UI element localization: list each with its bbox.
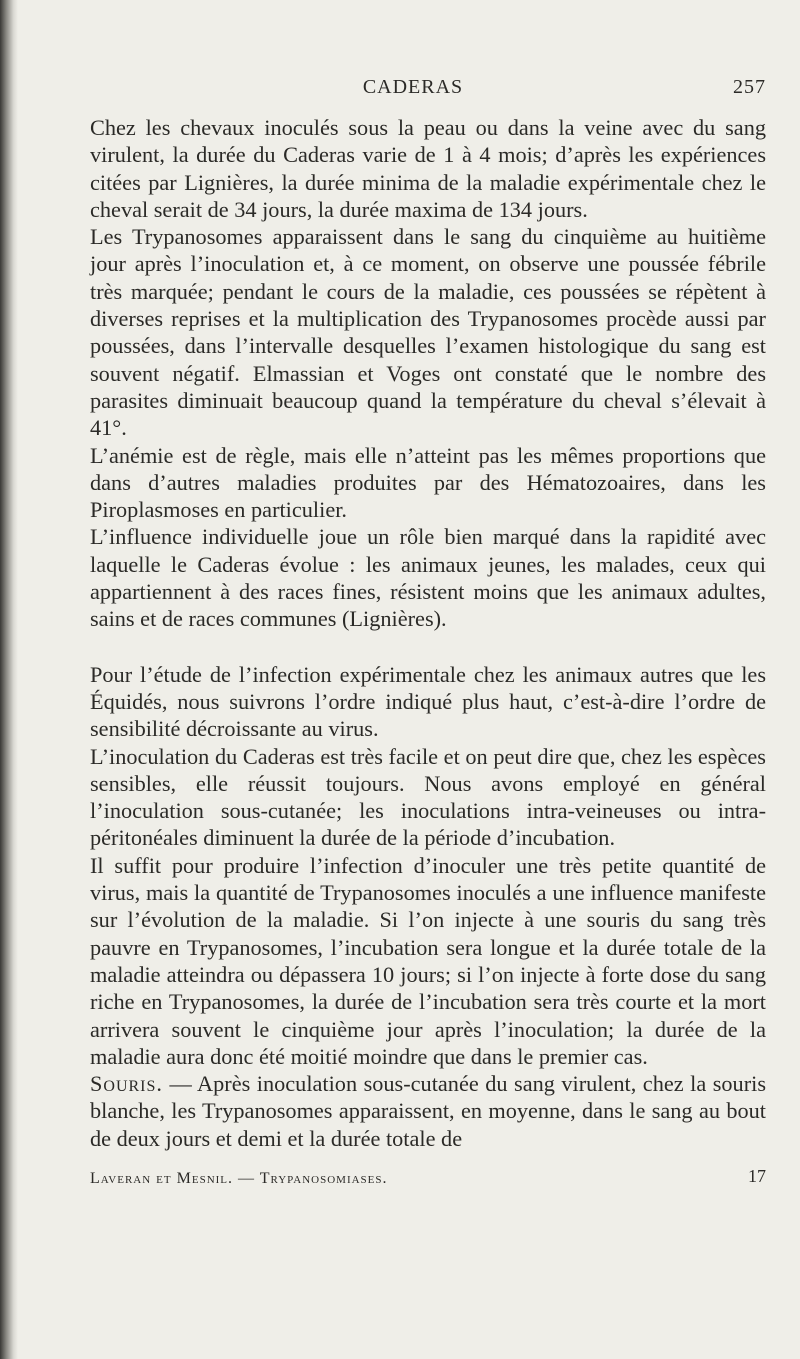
paragraph-mouse-text: — Après inoculation sous-cutanée du sang virulent, chez la souris blanche, les Trypanosomes apparaissent, en moyenne, dans le sang au bout de deux jours et demi et la durée totale de xyxy=(90,1071,766,1151)
paragraph-duration: Chez les chevaux inoculés sous la peau ou dans la veine avec du sang virulent, la durée du Caderas varie de 1 à 4 mois; d’après les expériences citées par Lignières, la durée minima de la maladie expérimentale chez le cheval serait de 34 jours, la durée maxima de 134 jours. xyxy=(90,115,766,222)
paragraph-mouse xyxy=(90,1070,766,1152)
sheet-number: 17 xyxy=(748,1166,766,1186)
running-head: CADERAS xyxy=(362,76,464,98)
paragraph-individual-influence: L’influence individuelle joue un rôle bien marqué dans la rapidité avec laquelle le Caderas évolue : les animaux jeunes, les malades, ceux qui appartiennent à des races fines, résistent moins que les animaux adultes, sains et de races communes (Lignières). xyxy=(90,524,766,632)
footer-authors: Laveran et Mesnil. — Trypanosomiases. xyxy=(90,1170,388,1187)
page-footer xyxy=(90,1166,766,1188)
page-body xyxy=(90,114,766,1152)
paragraph-experimental-study: Pour l’étude de l’infection expérimentale chez les animaux autres que les Équidés, nous suivrons l’ordre indiqué plus haut, c’est-à-dire l’ordre de sensibilité décroissante au virus. xyxy=(90,661,766,742)
paragraph-inoculation: L’inoculation du Caderas est très facile et on peut dire que, chez les espèces sensibles, elle réussit toujours. Nous avons employé en général l’inoculation sous-cutanée; les inoculations intra-veineuses ou intra-péritonéales diminuent la durée de la période d’incubation. xyxy=(90,743,766,851)
section-lead-souris: Souris. xyxy=(90,1071,163,1097)
paragraph-trypanosomes: Les Trypanosomes apparaissent dans le sang du cinquième au huitième jour après l’inoculation et, à ce moment, on observe une poussée fébrile très marquée; pendant le cours de la maladie, ces poussées se répètent à diverses reprises et la multiplication des Trypanosomes procède aussi par poussées, dans l’intervalle desquelles l’examen histologique du sang est souvent négatif. Elmassian et Voges ont constaté que le nombre des parasites diminuait beaucoup quand la température du cheval s’élevait à 41°. xyxy=(90,224,766,441)
paragraph-virus-quantity: Il suffit pour produire l’infection d’inoculer une très petite quantité de virus, mais la quantité de Trypanosomes inoculés a une influence manifeste sur l’évolution de la maladie. Si l’on injecte à une souris du sang très pauvre en Trypanosomes, l’incubation sera longue et la durée totale de la maladie atteindra ou dépassera 10 jours; si l’on injecte à forte dose du sang riche en Trypanosomes, la durée de l’incubation sera très courte et la mort arrivera souvent le cinquième jour après l’inoculation; la durée de la maladie aura donc été moitié moindre que dans le premier cas. xyxy=(90,852,766,1069)
page-number: 257 xyxy=(733,76,766,98)
paragraph-anemia: L’anémie est de règle, mais elle n’atteint pas les mêmes proportions que dans d’autres maladies produites par des Hématozoaires, dans les Piroplasmoses en particulier. xyxy=(90,442,766,523)
